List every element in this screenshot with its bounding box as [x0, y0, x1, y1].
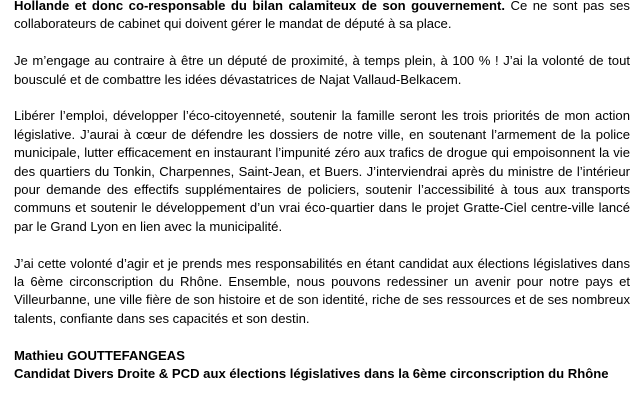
signature-name: Mathieu GOUTTEFANGEAS: [14, 347, 185, 363]
paragraph-2: Je m’engage au contraire à être un député de proximité, à temps plein, à 100 % ! J’ai la volonté de tout bousculé et de combattre les idées dévastatrices de Najat Vallaud-Belkacem.: [14, 53, 630, 87]
paragraph-1-bold-lead: Hollande et donc co-responsable du bilan calamiteux de son gouvernement.: [14, 0, 506, 13]
paragraph-1: [14, 0, 630, 34]
paragraph-1-text: Ce ne sont pas ses collaborateurs de cabinet qui doivent gérer le mandat de député à sa place.: [14, 0, 630, 32]
signature-title: Candidat Divers Droite & PCD aux élections législatives dans la 6ème circonscription du Rhône: [14, 366, 609, 382]
document-page: [14, 0, 630, 383]
paragraph-3: Libérer l’emploi, développer l’éco-citoyenneté, soutenir la famille seront les trois priorités de mon action législative. J’aurai à cœur de défendre les dossiers de notre ville, en soutenant l’armement de la police municipale, lutter efficacement en instaurant l’impunité zéro aux trafics de drogue qui empoisonnent la vie des quartiers du Tonkin, Charpennes, Saint-Jean, et Buers. J’interviendrai après du ministre de l’intérieur pour demande des effectifs supplémentaires de policiers, soutenir l’accessibilité à tous aux transports communs et soutenir le développement d’un vrai éco-quartier dans le projet Gratte-Ciel centre-ville lancé par le Grand Lyon en lien avec la municipalité.: [14, 108, 630, 234]
paragraph-4: J’ai cette volonté d’agir et je prends mes responsabilités en étant candidat aux élections législatives dans la 6ème circonscription du Rhône. Ensemble, nous pouvons redessiner un avenir pour notre pays et Villeurbanne, une ville fière de son histoire et de son identité, riche de ses ressources et de ses nombreux talents, confiante dans ses capacités et son destin.: [14, 255, 630, 326]
